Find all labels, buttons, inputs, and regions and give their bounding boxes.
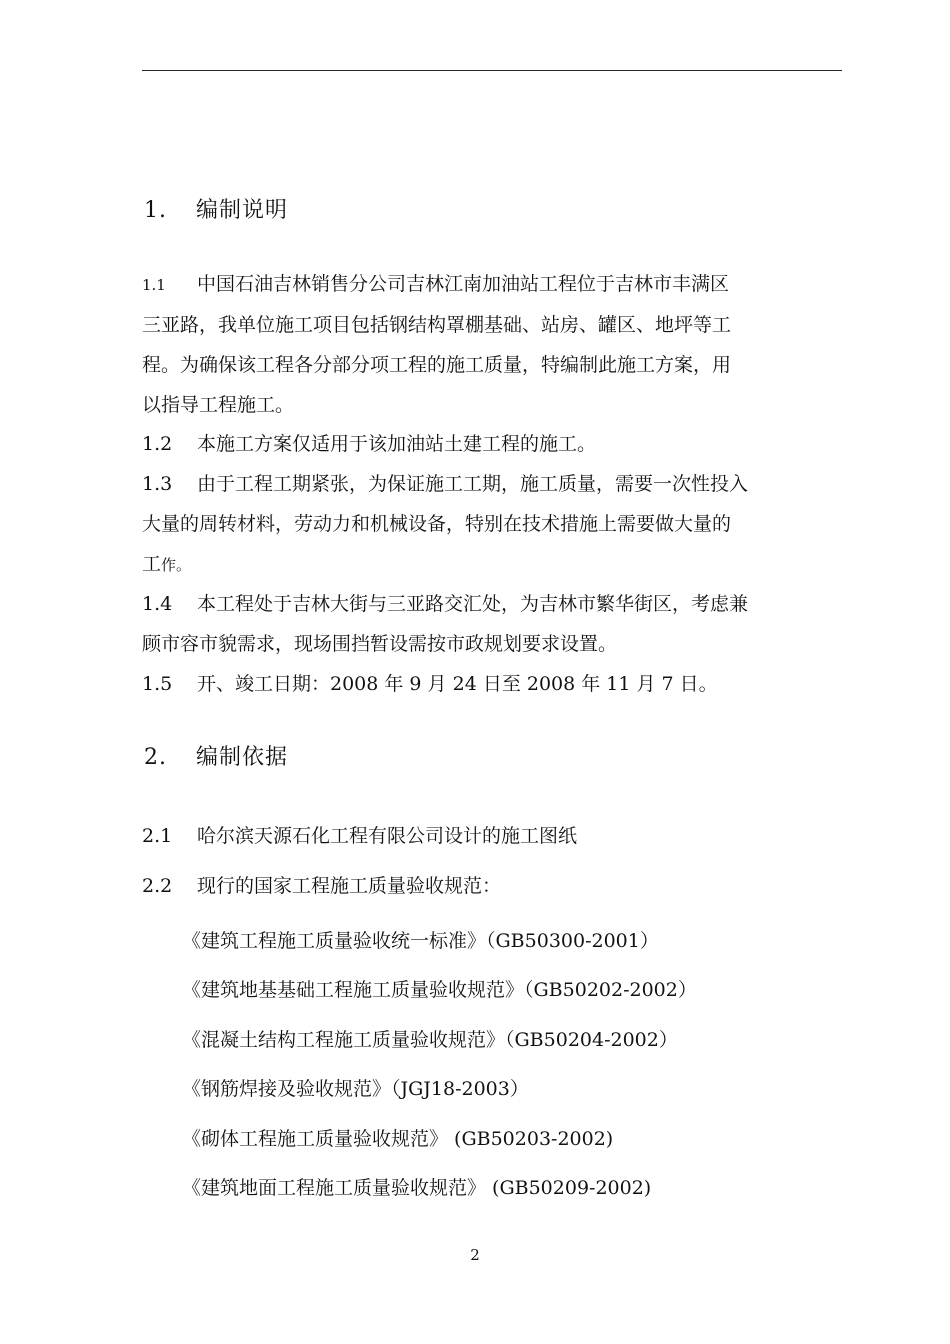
- paragraph-1-4-line-2: 顾市容市貌需求，现场围挡暂设需按市政规划要求设置。: [142, 633, 618, 655]
- standard-item: 《混凝土结构工程施工质量验收规范》（GB50204-2002）: [182, 1029, 678, 1051]
- section-1-heading: [144, 193, 288, 224]
- paragraph-1-2-number: 1.2: [142, 433, 173, 455]
- paragraph-1-4: [142, 584, 842, 664]
- paragraph-1-1: [142, 264, 842, 425]
- standard-item: 《建筑地基基础工程施工质量验收规范》（GB50202-2002）: [182, 979, 697, 1001]
- section-2-heading: [144, 740, 288, 771]
- standard-item: 《建筑工程施工质量验收统一标准》（GB50300-2001）: [182, 930, 659, 952]
- paragraph-1-4-line-1: 本工程处于吉林大街与三亚路交汇处，为吉林市繁华街区，考虑兼: [197, 593, 749, 615]
- paragraph-1-5-number: 1.5: [142, 673, 173, 695]
- paragraph-1-3-number: 1.3: [142, 473, 173, 495]
- paragraph-1-4-number: 1.4: [142, 593, 173, 615]
- paragraph-1-3-line-2: 大量的周转材料，劳动力和机械设备，特别在技术措施上需要做大量的: [142, 513, 732, 535]
- paragraph-2-1-line-1: 哈尔滨天源石化工程有限公司设计的施工图纸: [197, 825, 578, 847]
- paragraph-2-2-line-1: 现行的国家工程施工质量验收规范：: [197, 875, 502, 897]
- section-1-number: 1.: [144, 198, 167, 223]
- paragraph-1-3-line-3a: 工: [142, 553, 162, 575]
- paragraph-1-5: [142, 664, 842, 704]
- paragraph-1-1-number: 1.1: [142, 276, 166, 294]
- section-1-title: 编制说明: [196, 198, 289, 223]
- standard-item: 《砌体工程施工质量验收规范》 (GB50203-2002): [182, 1128, 614, 1150]
- section-2-number: 2.: [144, 745, 167, 770]
- paragraph-1-5-line-1: 开、竣工日期：2008 年 9 月 24 日至 2008 年 11 月 7 日。: [197, 673, 718, 695]
- paragraph-1-3-line-3b: 作。: [161, 556, 192, 574]
- paragraph-2-2-number: 2.2: [142, 875, 173, 897]
- header-rule: [142, 70, 842, 71]
- section-2-title: 编制依据: [196, 745, 289, 770]
- paragraph-1-1-line-1: 中国石油吉林销售分公司吉林江南加油站工程位于吉林市丰满区: [197, 273, 730, 295]
- page-number: 2: [470, 1246, 480, 1264]
- paragraph-1-2-line-1: 本施工方案仅适用于该加油站土建工程的施工。: [197, 433, 597, 455]
- paragraph-2-1-number: 2.1: [142, 825, 173, 847]
- paragraph-1-1-line-3: 程。为确保该工程各分部分项工程的施工质量，特编制此施工方案，用: [142, 354, 732, 376]
- paragraph-2-1: [142, 816, 842, 856]
- standard-item: 《建筑地面工程施工质量验收规范》 (GB50209-2002): [182, 1177, 652, 1199]
- standard-item: 《钢筋焊接及验收规范》（JGJ18-2003）: [182, 1078, 529, 1100]
- paragraph-1-2: [142, 424, 842, 464]
- paragraph-1-3: [142, 464, 842, 585]
- paragraph-2-2: [142, 866, 842, 906]
- paragraph-1-1-line-4: 以指导工程施工。: [142, 394, 295, 416]
- paragraph-1-3-line-1: 由于工程工期紧张，为保证施工工期，施工质量，需要一次性投入: [197, 473, 749, 495]
- paragraph-1-1-line-2: 三亚路，我单位施工项目包括钢结构罩棚基础、站房、罐区、地坪等工: [142, 314, 732, 336]
